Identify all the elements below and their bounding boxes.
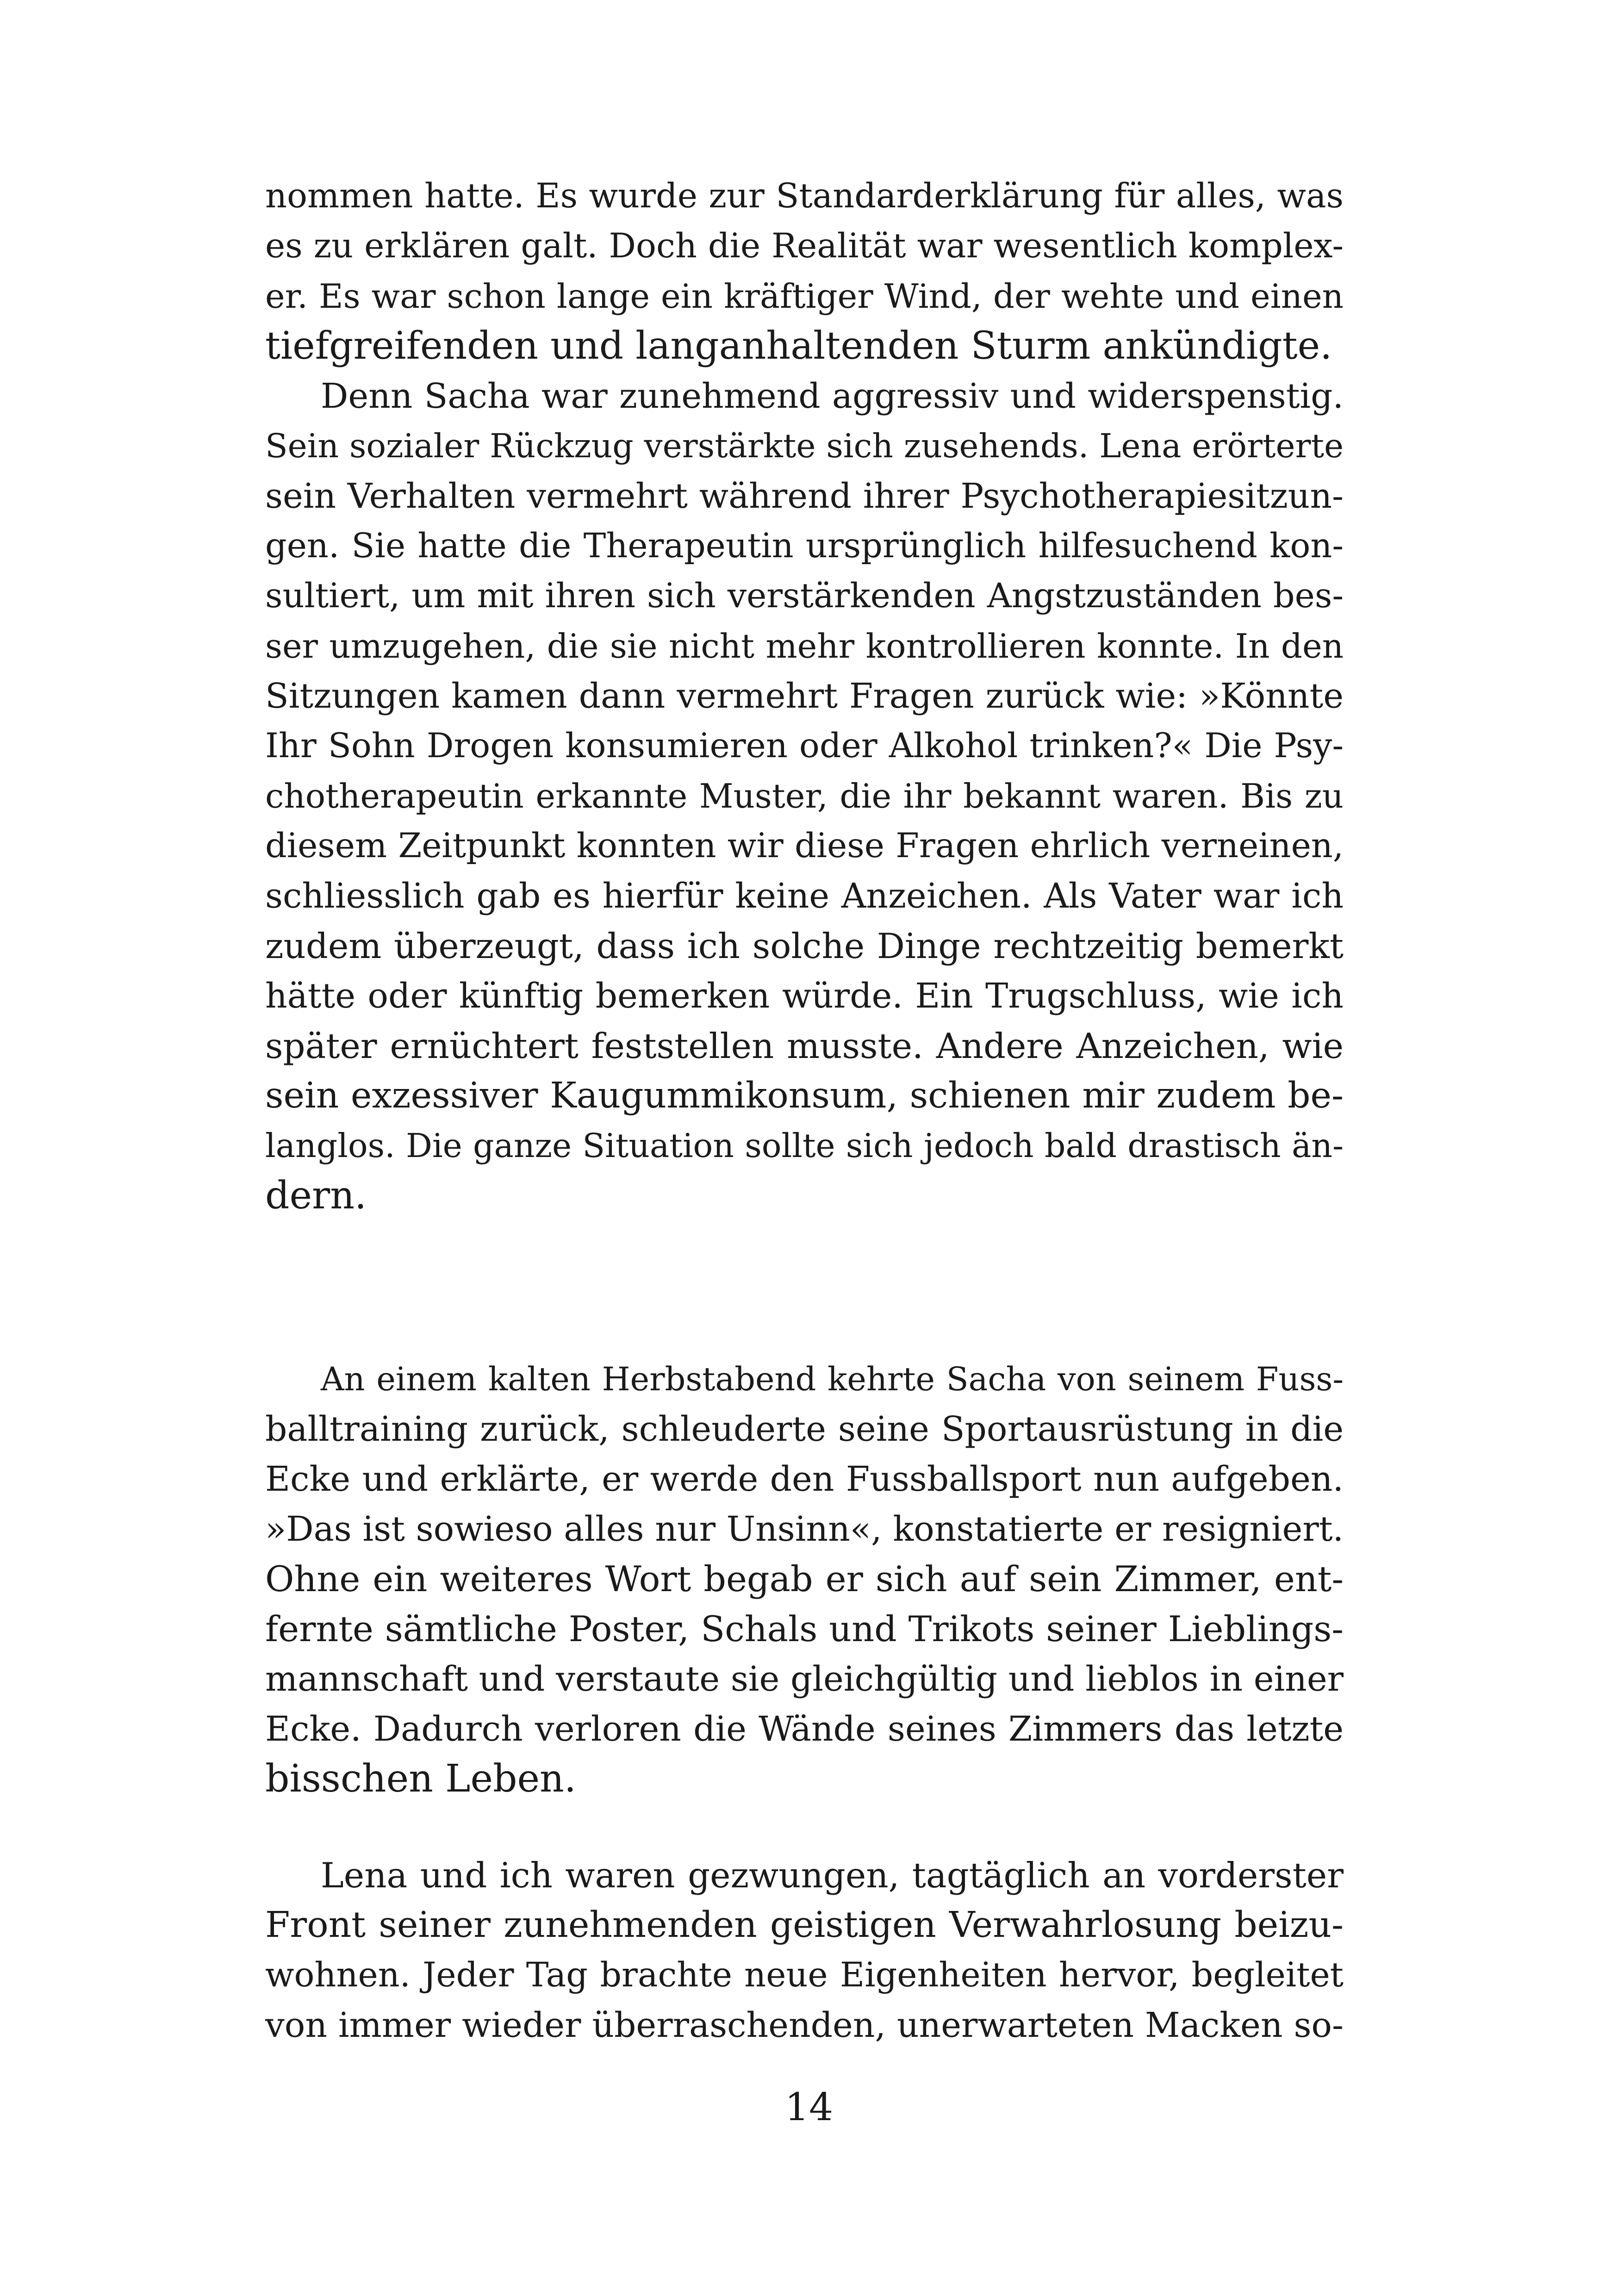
text-line: es zu erklären galt. Doch die Realität war wesentlich komplex- (265, 226, 1344, 266)
paragraph-3 (265, 1354, 1344, 1804)
text-line: schliesslich gab es hierfür keine Anzeichen. Als Vater war ich (265, 876, 1344, 916)
text-line: zudem überzeugt, dass ich solche Dinge rechtzeitig bemerkt (265, 926, 1344, 966)
text-line: Lena und ich waren gezwungen, tagtäglich an vorderster (321, 1855, 1344, 1896)
text-line: wohnen. Jeder Tag brachte neue Eigenheiten hervor, begleitet (265, 1955, 1344, 1995)
text-line: chotherapeutin erkannte Muster, die ihr bekannt waren. Bis zu (265, 777, 1344, 815)
text-line: diesem Zeitpunkt konnten wir diese Fragen ehrlich verneinen, (265, 826, 1344, 865)
text-line: Denn Sacha war zunehmend aggressiv und widerspenstig. (321, 376, 1344, 416)
text-line: nommen hatte. Es wurde zur Standarderklärung für alles, was (265, 176, 1344, 216)
text-line: balltraining zurück, schleuderte seine Sportausrüstung in die (265, 1409, 1344, 1449)
text-line: fernte sämtliche Poster, Schals und Trikots seiner Lieblings- (265, 1608, 1344, 1649)
text-line: Sein sozialer Rückzug verstärkte sich zusehends. Lena erörterte (265, 427, 1344, 465)
text-line: sein exzessiver Kaugummikonsum, schienen mir zudem be- (265, 1075, 1344, 1116)
text-line: sultiert, um mit ihren sich verstärkenden Angstzuständen bes- (265, 576, 1344, 616)
paragraph-1 (265, 171, 1344, 371)
text-line: von immer wieder überraschenden, unerwarteten Macken so- (265, 2005, 1344, 2045)
text-line: Ihr Sohn Drogen konsumieren oder Alkohol trinken?« Die Psy- (265, 726, 1344, 765)
text-line: hätte oder künftig bemerken würde. Ein Trugschluss, wie ich (265, 976, 1344, 1016)
text-line: An einem kalten Herbstabend kehrte Sacha von seinem Fuss- (321, 1360, 1344, 1398)
paragraph-2 (265, 371, 1344, 1221)
text-line: ser umzugehen, die sie nicht mehr kontrollieren konnte. In den (265, 627, 1344, 666)
text-line: Front seiner zunehmenden geistigen Verwahrlosung beizu- (265, 1904, 1344, 1946)
text-line: mannschaft und verstaute sie gleichgültig und lieblos in einer (265, 1659, 1344, 1699)
text-line: bisschen Leben. (265, 1757, 576, 1801)
text-line: »Das ist sowieso alles nur Unsinn«, konstatierte er resigniert. (265, 1509, 1344, 1549)
text-line: Ecke. Dadurch verloren die Wände seines Zimmers das letzte (265, 1709, 1344, 1749)
text-line: tiefgreifenden und langanhaltenden Sturm ankündigte. (265, 324, 1332, 368)
paragraph-4 (265, 1850, 1344, 2050)
text-line: er. Es war schon lange ein kräftiger Wind, der wehte und einen (265, 277, 1344, 316)
text-line: langlos. Die ganze Situation sollte sich jedoch bald drastisch än- (265, 1126, 1344, 1165)
text-line: Ohne ein weiteres Wort begab er sich auf sein Zimmer, ent- (265, 1558, 1344, 1599)
text-line: gen. Sie hatte die Therapeutin ursprünglich hilfesuchend kon- (265, 526, 1344, 566)
text-line: dern. (265, 1174, 367, 1218)
text-line: später ernüchtert feststellen musste. Andere Anzeichen, wie (265, 1026, 1344, 1066)
text-line: sein Verhalten vermehrt während ihrer Psychotherapiesitzun- (265, 476, 1344, 516)
text-line: Sitzungen kamen dann vermehrt Fragen zurück wie: »Könnte (265, 676, 1344, 716)
page-number: 14 (784, 2085, 834, 2129)
text-line: Ecke und erklärte, er werde den Fussballsport nun aufgeben. (265, 1459, 1344, 1499)
